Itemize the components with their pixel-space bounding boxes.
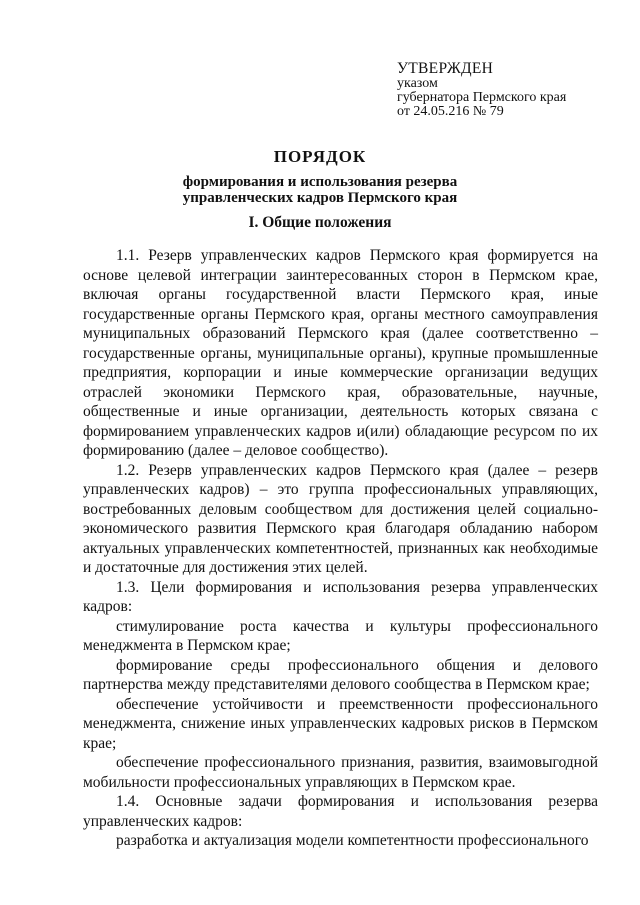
title-subtitle-line2: управленческих кадров Пермского края bbox=[182, 190, 458, 206]
body-text bbox=[83, 246, 598, 851]
section-heading: I. Общие положения bbox=[248, 214, 392, 231]
paragraph-1-2: 1.2. Резерв управленческих кадров Пермского края (далее – резерв управленческих кадров) – это группа профессиональных управляющих, востребованных деловым сообществом для достижения целей социально-экономического развития Пермского края благодаря обладанию набором актуальных управленческих компетентностей, признанных как необходимые и достаточные для достижения этих целей. bbox=[83, 461, 598, 576]
goal-item-2: формирование среды профессионального общения и делового партнерства между представителями делового сообщества в Пермском крае; bbox=[83, 656, 598, 693]
goal-item-4: обеспечение профессионального признания, развития, взаимовыгодной мобильности профессиональных управляющих в Пермском крае. bbox=[83, 754, 598, 791]
approval-line-decree: указом bbox=[397, 76, 438, 91]
document-title bbox=[0, 146, 640, 206]
title-subtitle-line1: формирования и использования резерва bbox=[182, 174, 458, 190]
task-item-1: разработка и актуализация модели компетентности профессионального bbox=[116, 832, 589, 849]
goal-item-3: обеспечение устойчивости и преемственности профессионального менеджмента, снижение иных управленческих кадровых рисков в Пермском крае; bbox=[83, 695, 598, 752]
paragraph-1-4: 1.4. Основные задачи формирования и использования резерва управленческих кадров: bbox=[83, 793, 598, 830]
approval-line-date: от 24.05.216 № 79 bbox=[397, 104, 504, 119]
approval-line-governor: губернатора Пермского края bbox=[397, 90, 567, 105]
approval-stamp bbox=[397, 60, 566, 119]
approval-status: УТВЕРЖДЕН bbox=[397, 60, 494, 77]
title-main: ПОРЯДОК bbox=[273, 147, 367, 166]
paragraph-1-1: 1.1. Резерв управленческих кадров Пермского края формируется на основе целевой интеграции заинтересованных сторон в Пермском крае, включая органы государственной власти Пермского края, иные государственные органы Пермского края, органы местного самоуправления муниципальных образований Пермского края (далее соответственно – государственные органы, муниципальные органы), крупные промышленные предприятия, корпорации и иные коммерческие организации ведущих отраслей экономики Пермского края, образовательные, научные, общественные и иные организации, деятельность которых связана с формированием управленческих кадров и(или) обладающие ресурсом по их формированию (далее – деловое сообщество). bbox=[83, 247, 598, 459]
goal-item-1: стимулирование роста качества и культуры профессионального менеджмента в Пермском крае; bbox=[83, 617, 598, 654]
paragraph-1-3: 1.3. Цели формирования и использования резерва управленческих кадров: bbox=[83, 578, 598, 615]
